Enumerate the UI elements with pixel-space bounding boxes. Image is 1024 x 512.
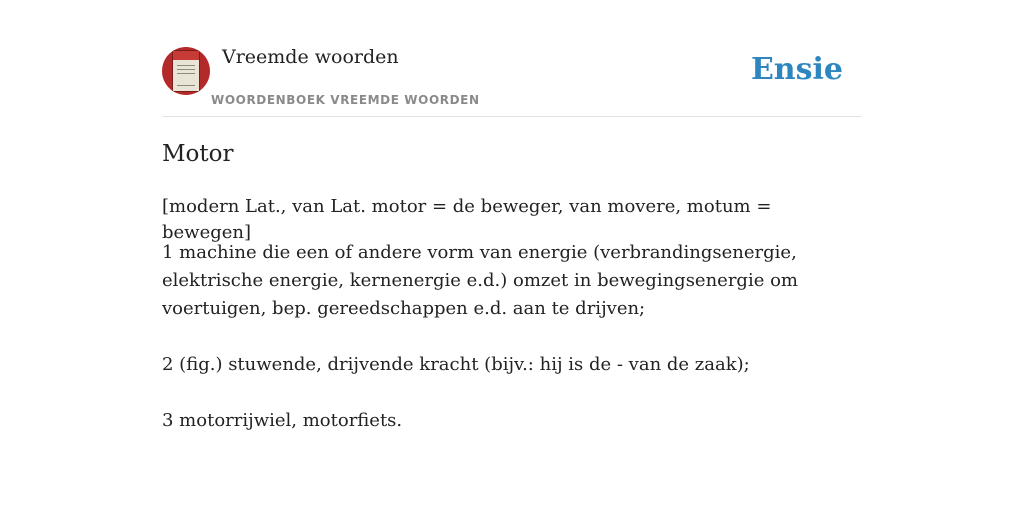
definition-item: 1 machine die een of andere vorm van energie (verbrandingsenergie, elektrische energie, kernenergie e.d.) omzet in bewegingsenergie om voertuigen, bep. gereedschappen e.d. aan te drijven; — [162, 242, 798, 319]
definition-item: 2 (fig.) stuwende, drijvende kracht (bijv.: hij is de - van de zaak); — [162, 354, 750, 375]
entry-etymology: [modern Lat., van Lat. motor = de beweger, van movere, motum = bewegen] — [162, 196, 772, 243]
entry-term: Motor — [162, 141, 234, 167]
dictionary-avatar[interactable] — [162, 47, 210, 95]
header — [162, 0, 862, 117]
entry-definitions — [162, 239, 862, 463]
dictionary-title[interactable]: Vreemde woorden — [222, 46, 399, 68]
dictionary-subtitle: WOORDENBOEK VREEMDE WOORDEN — [211, 93, 480, 107]
brand-logo-link[interactable]: Ensie — [750, 52, 843, 87]
book-cover-icon — [172, 50, 200, 92]
definition-item: 3 motorrijwiel, motorfiets. — [162, 410, 403, 431]
page-container — [162, 0, 862, 431]
